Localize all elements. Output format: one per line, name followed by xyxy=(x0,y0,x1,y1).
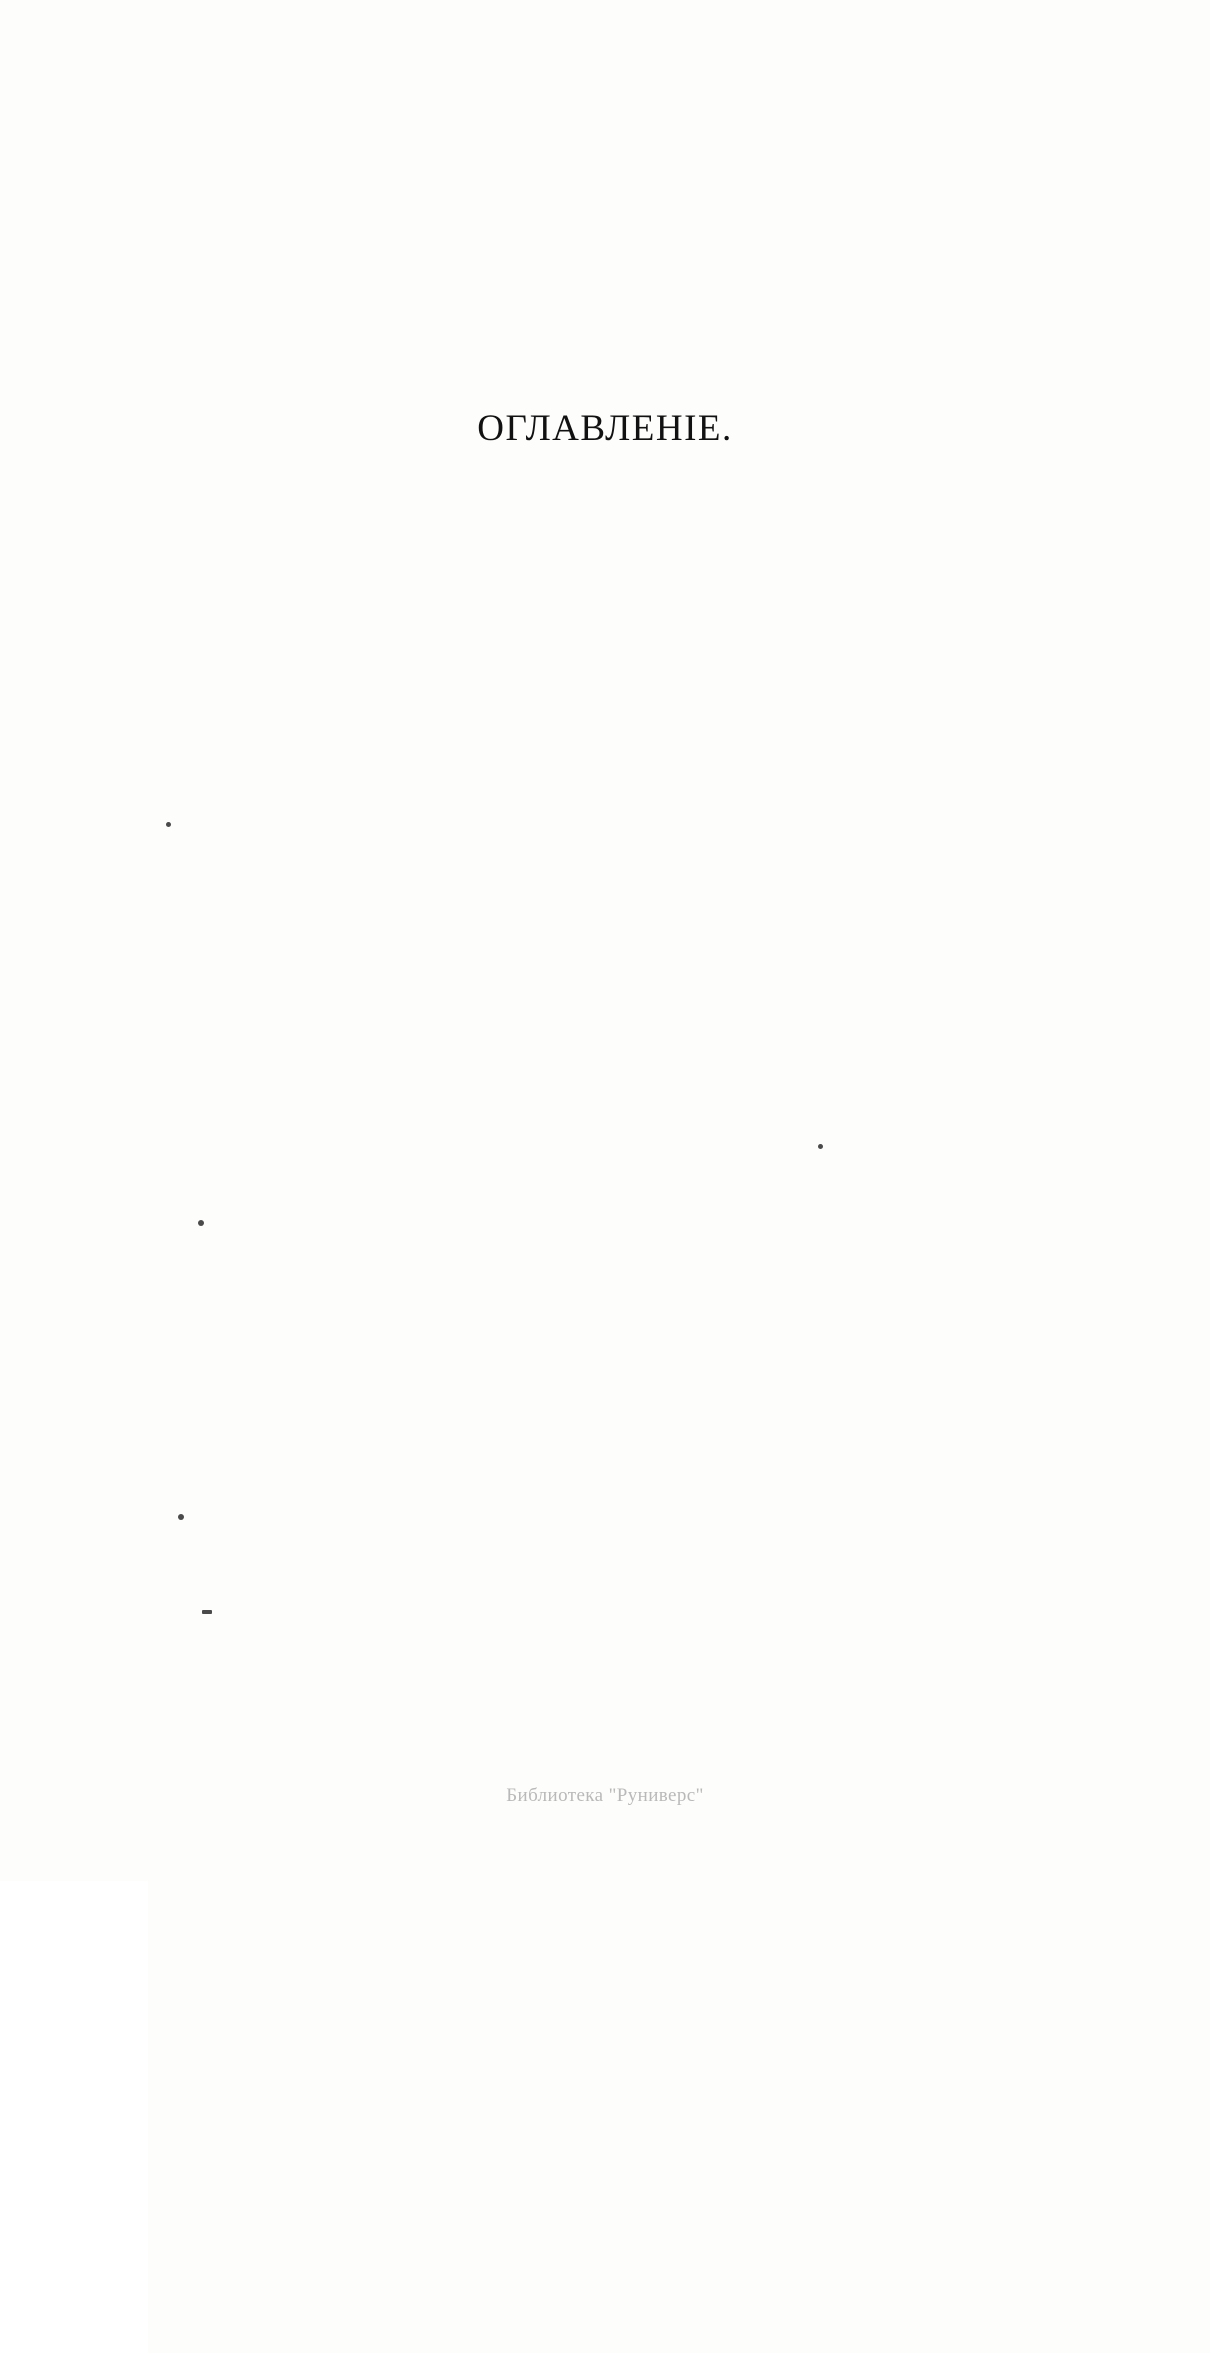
scan-speck xyxy=(178,1514,184,1520)
scan-speck xyxy=(198,1220,204,1226)
toc-entry-chapter-3 xyxy=(148,901,1068,1267)
scan-speck xyxy=(818,1144,823,1149)
library-watermark: Библиотека "Руниверс" xyxy=(506,1785,704,1806)
chapter-page-number xyxy=(148,472,1210,2353)
page-title: ОГЛАВЛЕНІЕ. xyxy=(477,407,733,449)
scan-speck xyxy=(166,822,171,827)
scan-speck xyxy=(202,1610,212,1614)
table-of-contents xyxy=(148,472,1068,1269)
chapter-heading-3[interactable] xyxy=(148,901,1068,922)
